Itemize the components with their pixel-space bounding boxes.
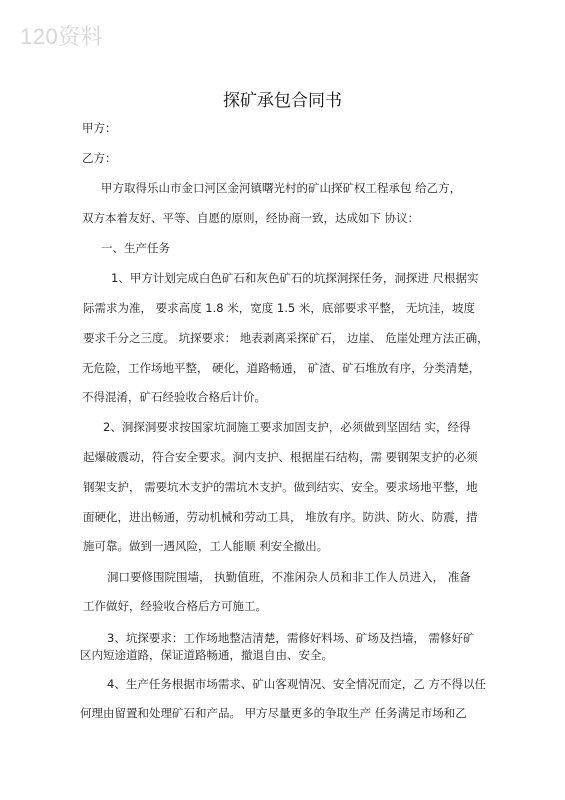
party-b-label: 乙方： [82,151,117,165]
paragraph-line: 洞口要修围院围墙， 执勤值班，不准闲杂人员和非工作人员进入， 准备 [107,570,471,584]
paragraph-line: 钢架支护， 需要坑木支护的需坑木支护。做到结实、安全。要求场地平整，地 [83,480,478,494]
paragraph-line: 施可靠。做到一遇风险，工人能顺 利安全撤出。 [83,539,329,553]
paragraph-line: 际需求为准， 要求高度 1.8 米，宽度 1.5 米，底部要求平整， 无坑洼，坡度 [83,301,476,315]
paragraph-line: 3、坑探要求：工作场地整洁清楚，需修好料场、矿场及挡墙， 需修好矿 [107,631,475,645]
paragraph-line: 起爆破震动，符合安全要求。洞内支护、根据崖石结构，需 要钢架支护的必须 [83,450,478,464]
paragraph-line: 2、洞探洞要求按国家坑洞施工要求加固支护，必须做到坚固结 实，经得 [103,420,471,434]
paragraph-line: 要求千分之三度。 坑探要求： 地表剥离采探矿石， 边崖、 危崖处理方法正确， [83,331,489,345]
paragraph-line: 面硬化，进出畅通，劳动机械和劳动工具， 堆放有序。防洪、防火、防震，措 [83,510,478,524]
paragraph-line: 甲方取得乐山市金口河区金河镇曙光村的矿山探矿权工程承包 给乙方， [101,181,462,195]
paragraph-line: 不得混淆，矿石经验收合格后计价。 [82,390,266,404]
paragraph-line: 1、甲方计划完成白色矿石和灰色矿石的坑探洞探任务，洞探进 尺根据实 [111,271,479,285]
paragraph-line: 无危险，工作场地平整， 硬化，道路畅通， 矿渣、矿石堆放有序，分类清楚， [82,361,481,375]
section-heading: 一、生产任务 [101,241,170,255]
watermark-logo: 120资料 [20,24,104,49]
party-a-label: 甲方： [82,121,117,135]
paragraph-line: 工作做好，经验收合格后方可施工。 [83,599,267,613]
paragraph-line: 何理由留置和处理矿石和产品。 甲方尽量更多的争取生产 任务满足市场和乙 [80,706,467,720]
document-title: 探矿承包合同书 [223,91,342,111]
paragraph-line: 区内短途道路，保证道路畅通，撤退自由、安全。 [80,648,333,662]
paragraph-line: 双方本着友好、平等、自愿的原则，经协商一致，达成如下 协议： [82,211,420,225]
paragraph-line: 4、生产任务根据市场需求、矿山客观情况、安全情况而定，乙 方不得以任 [107,677,486,691]
